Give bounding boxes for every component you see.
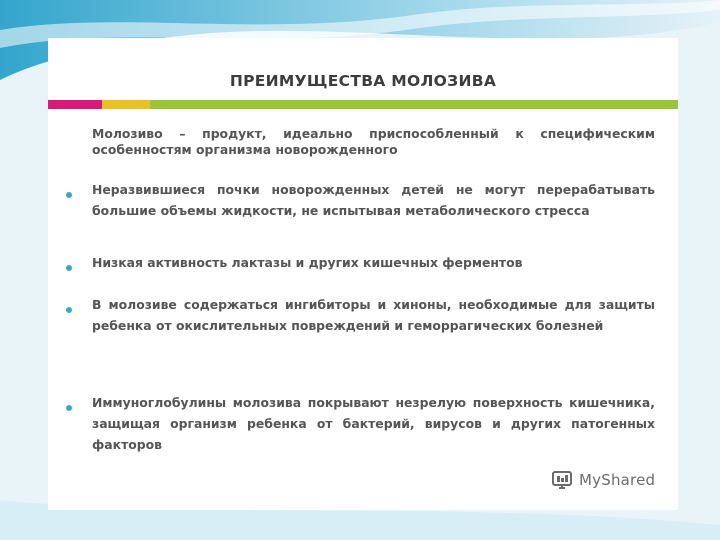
accent-stripe-yellow (102, 100, 150, 109)
list-item: В молозиве содержаться ингибиторы и хиноны, необходимые для защиты ребенка от окислительных повреждений и геморрагических болезней (92, 297, 655, 333)
list-item: Иммуноглобулины молозива покрывают незрелую поверхность кишечника, защищая организм ребенка от бактерий, вирусов и других патогенных факторов (92, 395, 655, 452)
list-item: Неразвившиеся почки новорожденных детей не могут перерабатывать большие объемы жидкости, не испытывая метаболического стресса (92, 182, 655, 218)
slide-panel (48, 38, 678, 510)
list-item: Низкая активность лактазы и других кишечных ферментов (92, 255, 523, 270)
bullet-icon (66, 307, 72, 313)
accent-stripe-magenta (48, 100, 102, 109)
myshared-logo-icon (551, 469, 573, 491)
myshared-watermark[interactable] (551, 468, 655, 492)
bullet-icon (66, 265, 72, 271)
bullet-icon (66, 405, 72, 411)
myshared-brand-text: MyShared (579, 471, 656, 489)
accent-stripe-green (150, 100, 678, 109)
intro-paragraph: Молозиво – продукт, идеально приспособленный к специфическим особенностям организма новорожденного (92, 126, 655, 157)
slide-title: ПРЕИМУЩЕСТВА МОЛОЗИВА (229, 72, 497, 90)
bullet-icon (66, 192, 72, 198)
